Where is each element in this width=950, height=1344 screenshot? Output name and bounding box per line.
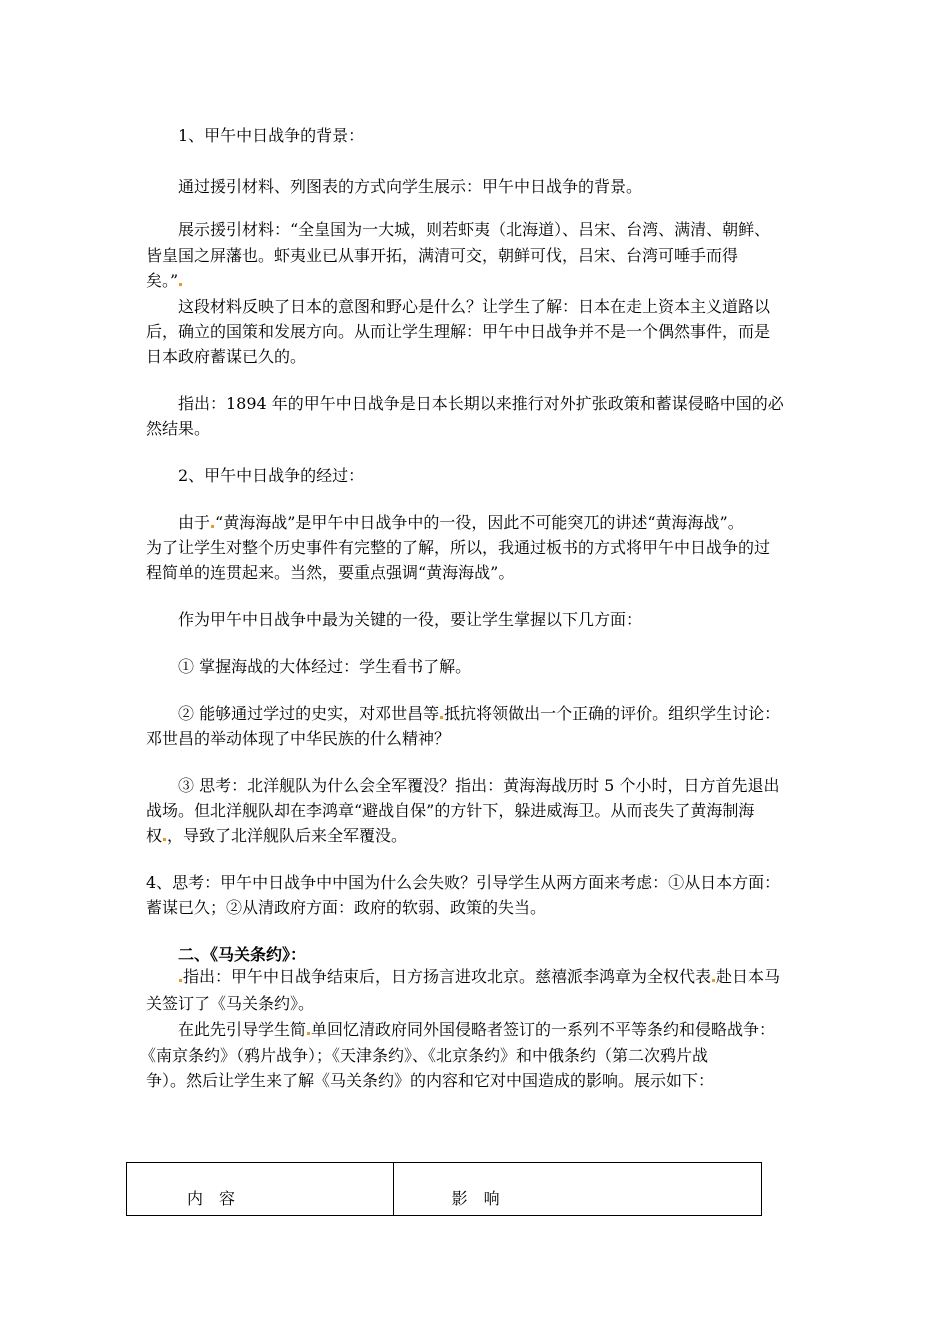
quote-line-3 <box>146 270 183 292</box>
item-3-line-3b: ，导致了北洋舰队后来全军覆没。 <box>167 826 408 845</box>
edit-mark-icon <box>307 1032 310 1035</box>
reflect-line-3: 日本政府蓄谋已久的。 <box>146 347 307 366</box>
huanghai-line-1 <box>178 512 744 534</box>
recall-line-2: 《南京条约》（鸦片战争）；《天津条约》、《北京条约》和中俄条约（第二次鸦片战 <box>140 1046 709 1065</box>
table-header-impact-label: 影 响 <box>451 1189 500 1208</box>
reflect-line-2: 后，确立的国策和发展方向。从而让学生理解：甲午中日战争并不是一个偶然事件，而是 <box>146 322 771 341</box>
section4-line-1: 4、思考：甲午中日战争中中国为什么会失败？引导学生从两方面来考虑：①从日本方面： <box>146 873 781 892</box>
content-impact-table <box>126 1162 762 1216</box>
quote-line-2: 皆皇国之屏藩也。虾夷业已从事开拓，满清可交，朝鲜可伐，吕宋、台湾可唾手而得 <box>146 246 739 265</box>
item-1: ① 掌握海战的大体经过：学生看书了解。 <box>178 657 472 676</box>
edit-mark-icon <box>179 283 182 286</box>
recall-line-1b: 单回忆清政府同外国侵略者签订的一系列不平等条约和侵略战争： <box>311 1020 776 1039</box>
huanghai-line-1a: 由于 <box>178 513 211 532</box>
quote-line-3-text: 矣。” <box>146 271 179 290</box>
edit-mark-icon <box>211 525 214 528</box>
point-line-1: 指出：1894 年的甲午中日战争是日本长期以来推行对外扩张政策和蓄谋侵略中国的必 <box>178 394 784 413</box>
item-2-line-2: 邓世昌的举动体现了中华民族的什么精神？ <box>146 729 451 748</box>
edit-mark-icon <box>440 716 443 719</box>
table-header-impact <box>393 1163 761 1216</box>
reflect-line-1: 这段材料反映了日本的意图和野心是什么？让学生了解：日本在走上资本主义道路以 <box>178 297 771 316</box>
table-header-row <box>127 1163 762 1216</box>
table-header-content <box>127 1163 394 1216</box>
edit-mark-icon <box>712 979 715 982</box>
huanghai-line-3: 程简单的连贯起来。当然，要重点强调“黄海海战”。 <box>146 563 515 582</box>
edit-mark-icon <box>179 979 182 982</box>
section-two-heading: 二、《马关条约》： <box>178 945 307 964</box>
key-battle: 作为甲午中日战争中最为关键的一役，要让学生掌握以下几方面： <box>178 610 643 629</box>
maguan-line-1 <box>178 966 780 988</box>
recall-line-1 <box>178 1019 775 1041</box>
table-header-content-label: 内 容 <box>187 1189 236 1208</box>
para-intro: 通过援引材料、列图表的方式向学生展示：甲午中日战争的背景。 <box>178 177 643 196</box>
edit-mark-icon <box>163 838 166 841</box>
item-3-line-3a: 权 <box>146 826 163 845</box>
quote-line-1: 展示援引材料：“全皇国为一大城，则若虾夷（北海道）、吕宋、台湾、满清、朝鲜、 <box>178 220 771 239</box>
maguan-line-1b: 赴日本马 <box>716 967 781 986</box>
item-3-line-2: 战场。但北洋舰队却在李鸿章“避战自保”的方针下，躲进威海卫。从而丧失了黄海制海 <box>146 801 755 820</box>
item-3-line-1: ③ 思考：北洋舰队为什么会全军覆没？指出：黄海海战历时 5 个小时，日方首先退出 <box>178 776 780 795</box>
point-line-2: 然结果。 <box>146 419 211 438</box>
maguan-line-1a: 指出：甲午中日战争结束后，日方扬言进攻北京。慈禧派李鸿章为全权代表 <box>183 967 712 986</box>
huanghai-line-2: 为了让学生对整个历史事件有完整的了解，所以，我通过板书的方式将甲午中日战争的过 <box>146 538 771 557</box>
recall-line-1a: 在此先引导学生简 <box>178 1020 307 1039</box>
maguan-line-2: 关签订了《马关条约》。 <box>146 994 315 1013</box>
item-3-line-3 <box>146 825 407 847</box>
item-2-line-1b: 抵抗将领做出一个正确的评价。组织学生讨论： <box>444 704 781 723</box>
section1-heading: 1、甲午中日战争的背景： <box>178 126 365 145</box>
section4-line-2: 蓄谋已久；②从清政府方面：政府的软弱、政策的失当。 <box>146 898 547 917</box>
item-2-line-1 <box>178 703 780 725</box>
item-2-line-1a: ② 能够通过学过的史实，对邓世昌等 <box>178 704 440 723</box>
recall-line-3: 争）。然后让学生来了解《马关条约》的内容和它对中国造成的影响。展示如下： <box>146 1071 715 1090</box>
section2-heading: 2、甲午中日战争的经过： <box>178 466 365 485</box>
huanghai-line-1b: “黄海海战”是甲午中日战争中的一役，因此不可能突兀的讲述“黄海海战”。 <box>215 513 744 532</box>
